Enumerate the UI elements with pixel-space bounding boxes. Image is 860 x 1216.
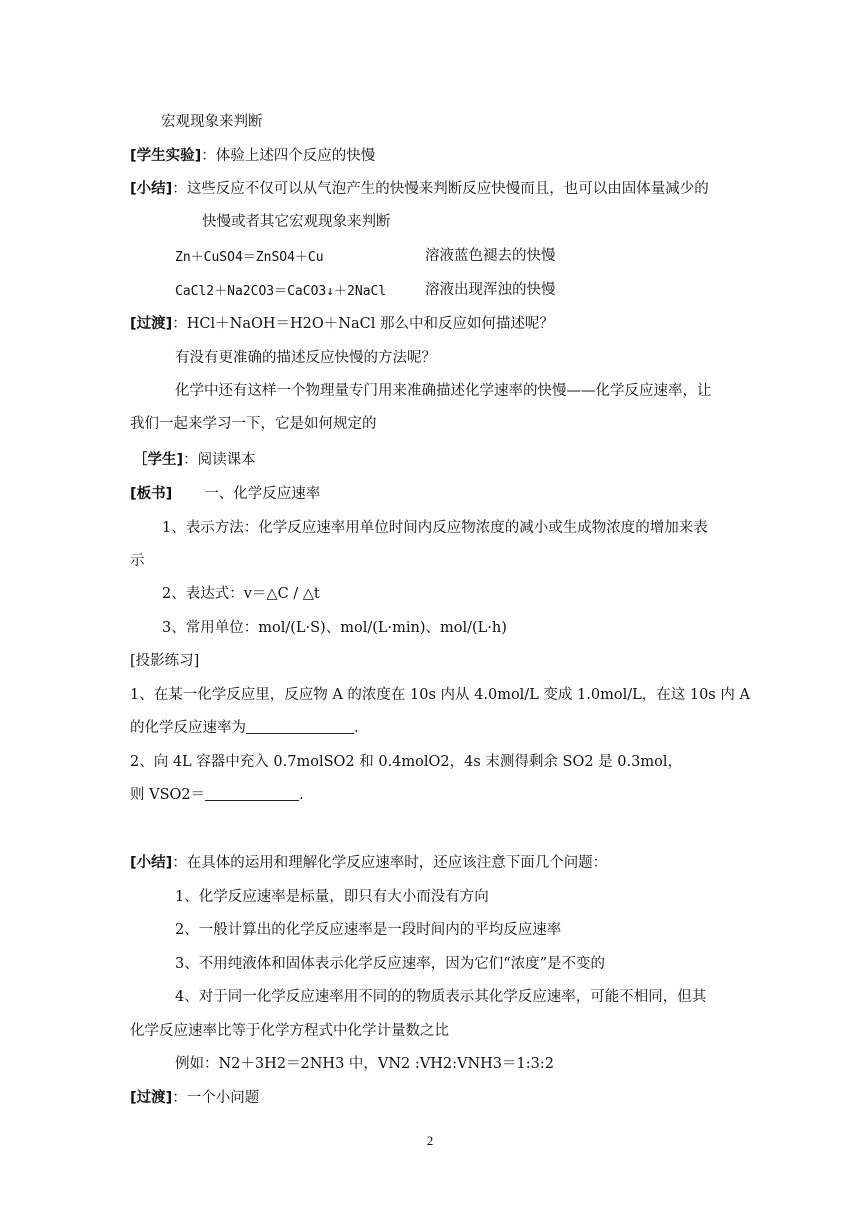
text-line: 示: [130, 553, 145, 569]
line-text: ：阅读课本: [183, 452, 256, 468]
text-line: 2、表达式：v＝△C / △t: [162, 586, 320, 602]
answer-blank[interactable]: [205, 786, 299, 801]
text-line: [130, 1088, 259, 1108]
line-text: ：HCl＋NaOH＝H2O＋NaCl 那么中和反应如何描述呢？: [172, 316, 554, 332]
section-tag: [小结]: [130, 181, 173, 197]
text-line: [130, 484, 320, 504]
line-text: ：体验上述四个反应的快慢: [201, 148, 376, 164]
line-text: 的化学反应速率为: [130, 720, 246, 736]
section-tag: ［学生]: [133, 452, 184, 468]
text-line: 的化学反应速率为 .: [130, 720, 359, 736]
text-line: 例如：N2＋3H2＝2NH3 中，VN2 :VH2:VNH3＝1:3:2: [175, 1056, 554, 1072]
text-line: 4、对于同一化学反应速率用不同的的物质表示其化学反应速率，可能不相同，但其: [175, 989, 707, 1005]
text-line: 则 VSO2＝ .: [130, 787, 304, 803]
line-text: ：一个小问题: [172, 1090, 260, 1106]
text-line: [130, 314, 554, 334]
text-line: 1、表示方法：化学反应速率用单位时间内反应物浓度的减小或生成物浓度的增加来表: [162, 520, 708, 536]
equation-note: 溶液蓝色褪去的快慢: [425, 248, 556, 264]
equation-note: 溶液出现浑浊的快慢: [425, 282, 556, 298]
line-text: ：这些反应不仅可以从气泡产生的快慢来判断反应快慢而且，也可以由固体量减少的: [172, 181, 709, 197]
line-text: ：在具体的运用和理解化学反应速率时，还应该注意下面几个问题：: [172, 855, 608, 871]
section-tag: [过渡]: [130, 316, 173, 332]
text-line: [投影练习]: [130, 653, 200, 669]
text-line: 2、向 4L 容器中充入 0.7molSO2 和 0.4molO2，4s 末测得剩余 SO2 是 0.3mol，: [130, 754, 682, 770]
text-line: 2、一般计算出的化学反应速率是一段时间内的平均反应速率: [175, 922, 562, 938]
text-line: [130, 179, 709, 199]
text-line: 1、在某一化学反应里，反应物 A 的浓度在 10s 内从 4.0mol/L 变成 1.0mol/L，在这 10s 内 A: [130, 687, 750, 703]
page-number: 2: [426, 1133, 434, 1148]
line-text: 则 VSO2＝: [130, 787, 206, 803]
text-line: 宏观现象来判断: [161, 114, 263, 130]
text-line: 化学反应速率比等于化学方程式中化学计量数之比: [130, 1023, 449, 1039]
section-tag: [过渡]: [130, 1090, 173, 1106]
line-text: 一、化学反应速率: [204, 486, 321, 502]
text-line: 有没有更准确的描述反应快慢的方法呢？: [175, 350, 436, 366]
equation: CaCl2＋Na2CO3＝CaCO3↓＋2NaCl: [175, 284, 387, 299]
text-line: [133, 450, 256, 470]
section-tag: [板书]: [130, 486, 173, 502]
section-tag: [小结]: [130, 855, 173, 871]
text-line: 我们一起来学习一下，它是如何规定的: [130, 416, 377, 432]
text-line: [130, 146, 375, 166]
text-line: 1、化学反应速率是标量，即只有大小而没有方向: [175, 889, 489, 905]
text-line: 快慢或者其它宏观现象来判断: [202, 214, 391, 230]
text-line: 化学中还有这样一个物理量专门用来准确描述化学速率的快慢——化学反应速率，让: [175, 383, 712, 399]
answer-blank[interactable]: [246, 719, 354, 734]
text-line: 3、不用纯液体和固体表示化学反应速率，因为它们“浓度”是不变的: [175, 956, 606, 972]
equation: Zn＋CuSO4＝ZnSO4＋Cu: [175, 250, 324, 265]
section-tag: [学生实验]: [130, 148, 202, 164]
text-line: 3、常用单位：mol/(L·S)、mol/(L·min)、mol/(L·h): [162, 620, 507, 636]
text-line: [130, 853, 607, 873]
